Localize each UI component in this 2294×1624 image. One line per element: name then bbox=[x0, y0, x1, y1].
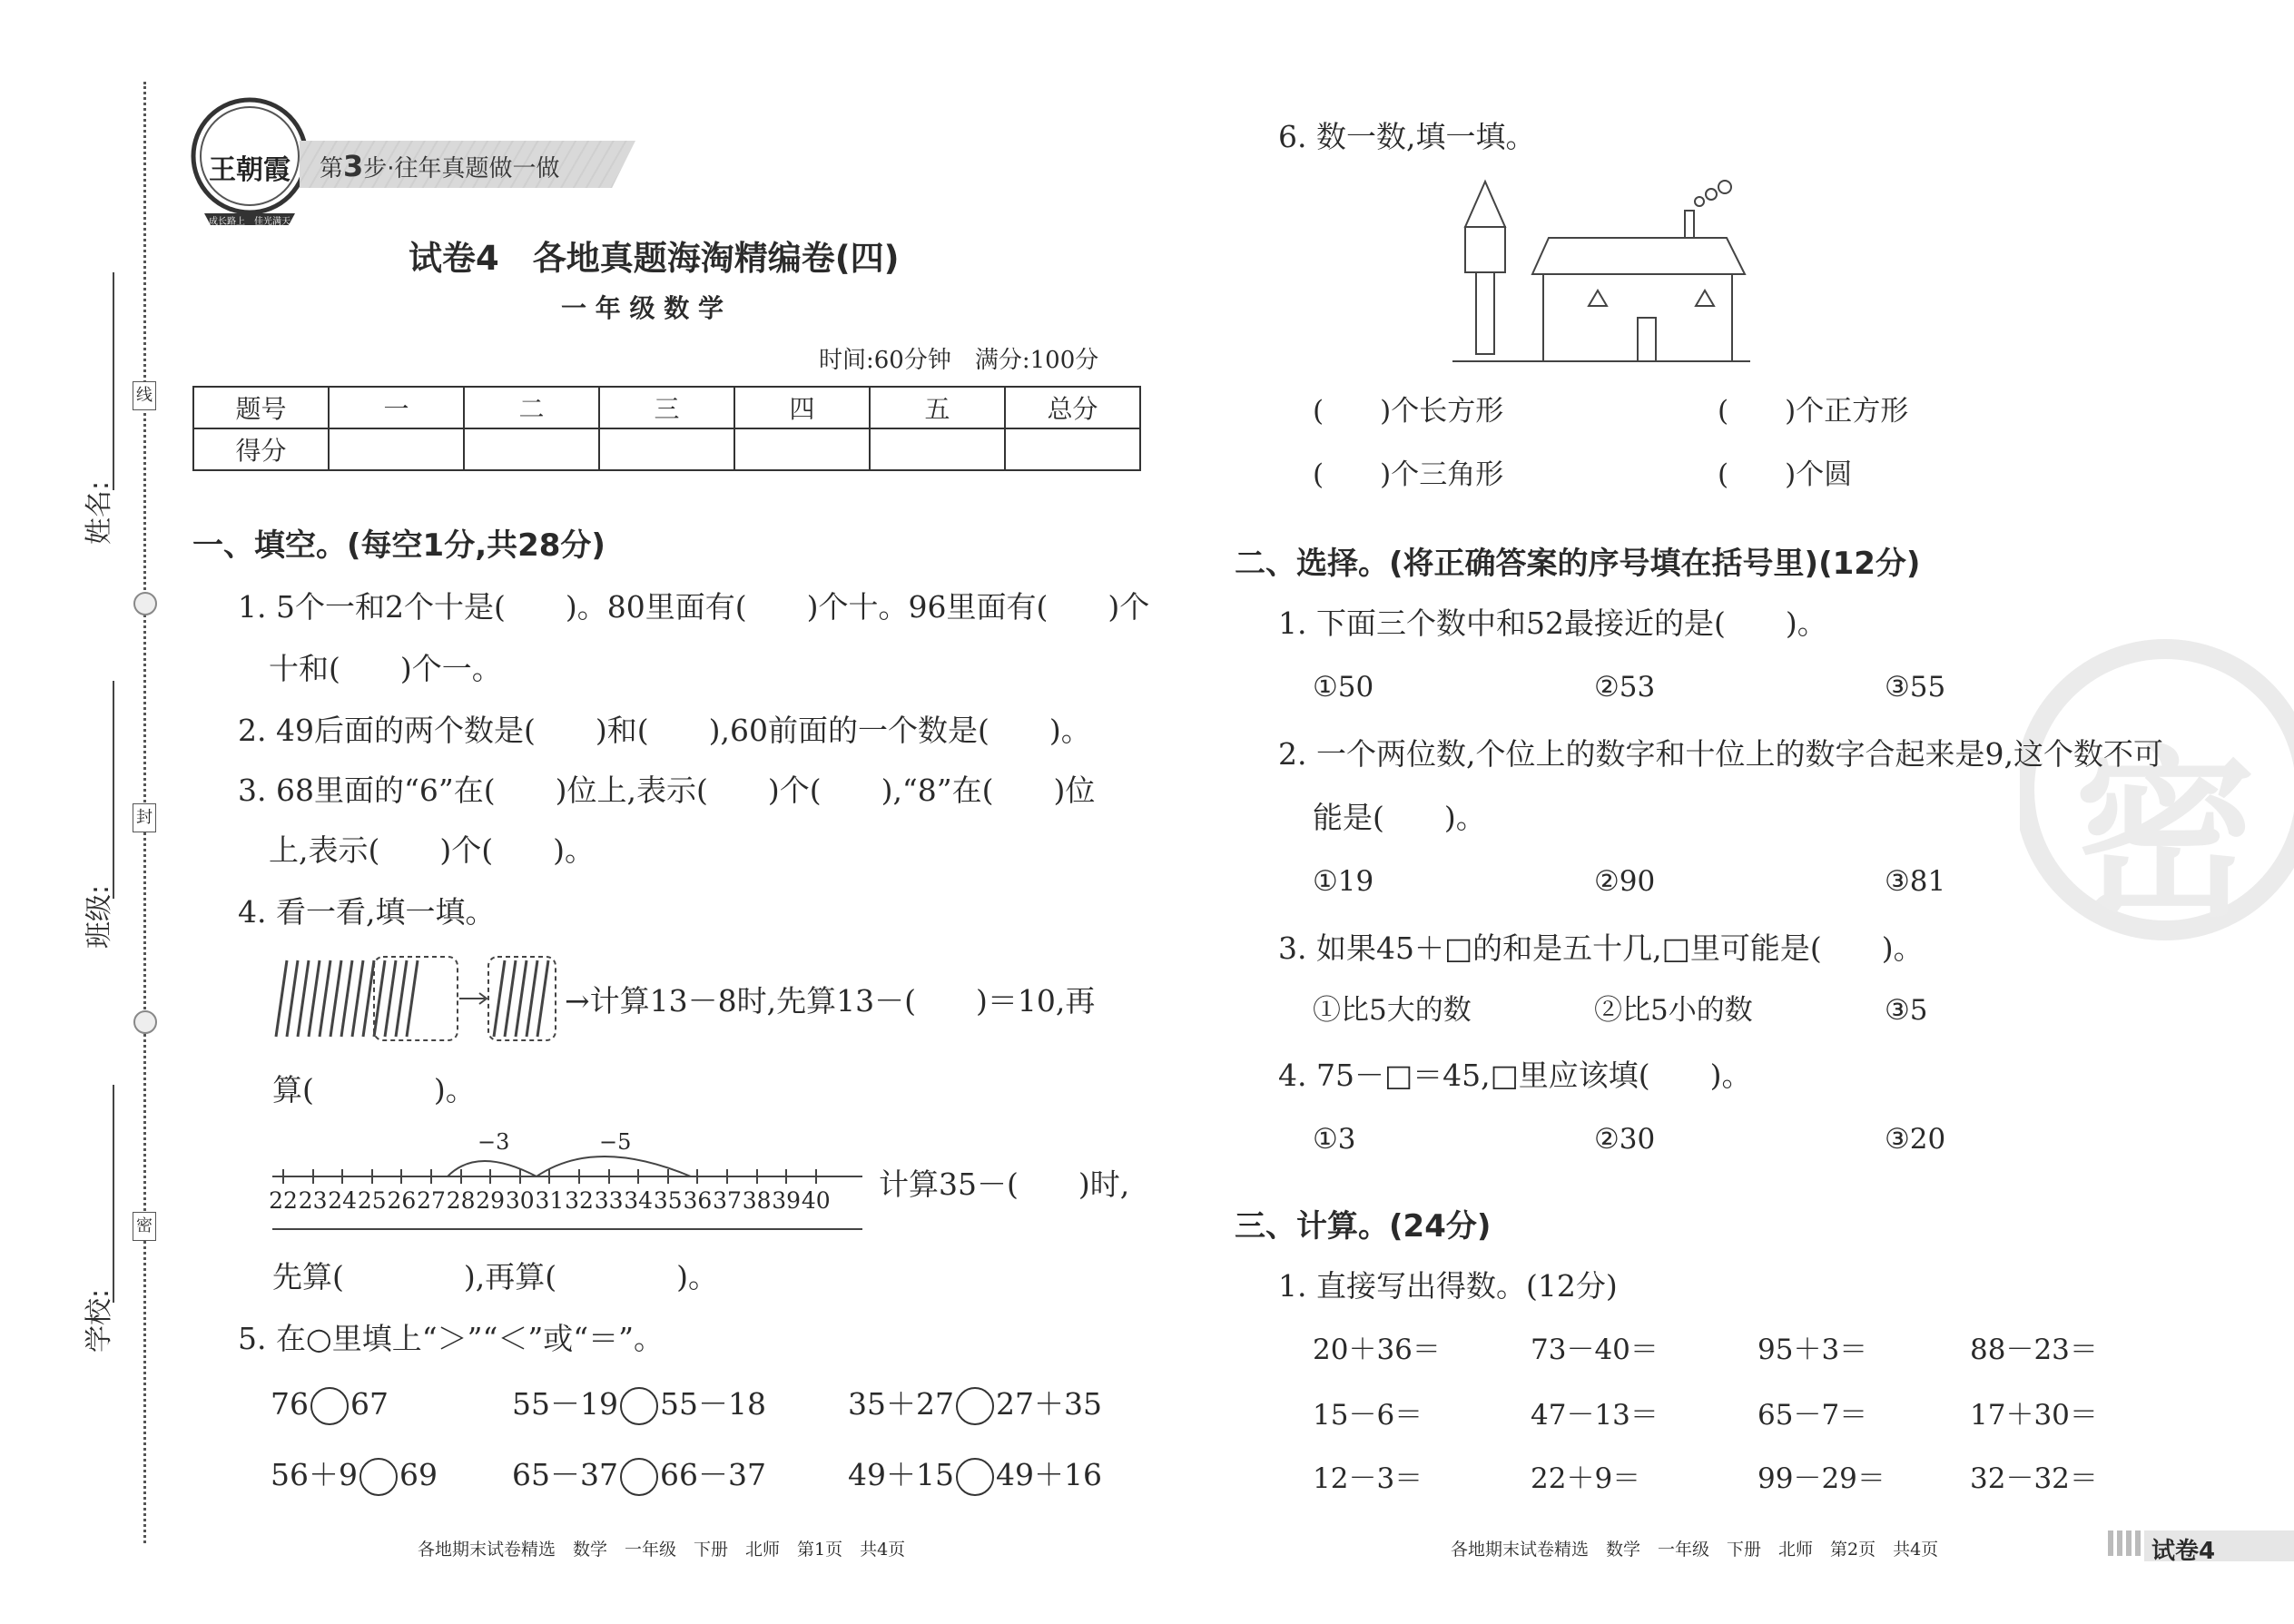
s2-q4-opt: ③20 bbox=[1885, 1123, 1946, 1156]
s2-q3-opt: ②比5小的数 bbox=[1594, 994, 1753, 1027]
calc-item: 88－23＝ bbox=[1970, 1334, 2098, 1366]
number-line-label: 33 bbox=[594, 1187, 624, 1214]
score-header-cell: 总分 bbox=[1005, 387, 1140, 428]
number-line-tick bbox=[460, 1169, 462, 1184]
compare-left: 56＋9 bbox=[271, 1457, 358, 1492]
number-line-tick bbox=[548, 1169, 550, 1184]
school-label: 学校: bbox=[84, 1288, 115, 1353]
number-line-tick bbox=[785, 1169, 787, 1184]
compare-item bbox=[512, 1458, 766, 1496]
number-line-tick bbox=[815, 1169, 817, 1184]
s2-q4: 4. 75－□＝45,□里应该填( )。 bbox=[1278, 1058, 1752, 1093]
compare-item bbox=[271, 1458, 438, 1496]
name-label: 姓名: bbox=[84, 480, 115, 545]
calc-item: 99－29＝ bbox=[1757, 1462, 1885, 1495]
s2-q3-opt: ③5 bbox=[1885, 994, 1928, 1027]
number-line-tick bbox=[489, 1169, 491, 1184]
watermark-char: 密 bbox=[2074, 730, 2257, 941]
house-figure bbox=[1452, 172, 1761, 372]
number-line-tick bbox=[282, 1169, 284, 1184]
time-info: 时间:60分钟 满分:100分 bbox=[819, 347, 1099, 374]
number-line-label: 26 bbox=[387, 1187, 417, 1214]
number-line-label: 29 bbox=[476, 1187, 506, 1214]
score-cell[interactable] bbox=[464, 428, 599, 470]
score-cell[interactable] bbox=[870, 428, 1005, 470]
score-header-cell: 五 bbox=[870, 387, 1005, 428]
step-number: 3 bbox=[343, 149, 364, 183]
score-header-cell: 一 bbox=[329, 387, 464, 428]
s1-q4: 4. 看一看,填一填。 bbox=[238, 894, 496, 930]
number-line-jump-minus5: −5 bbox=[599, 1129, 632, 1155]
compare-circle[interactable] bbox=[956, 1387, 994, 1425]
score-table-header-row bbox=[193, 387, 1140, 428]
class-label: 班级: bbox=[84, 884, 115, 949]
binding-hole-2 bbox=[133, 1010, 157, 1034]
number-line-tick bbox=[371, 1169, 373, 1184]
s1-q4-line-text2: 先算( ),再算( )。 bbox=[272, 1259, 718, 1294]
paper-subtitle: 一 年 级 数 学 bbox=[561, 293, 724, 323]
logo-subtitle: 成长路上 佳光满天 bbox=[209, 217, 290, 227]
number-line-tick bbox=[341, 1169, 343, 1184]
score-table-score-row bbox=[193, 428, 1140, 470]
q6-blank-circle: ( )个圆 bbox=[1718, 458, 1853, 491]
number-line-tick bbox=[519, 1169, 521, 1184]
compare-item bbox=[512, 1387, 766, 1425]
score-row-label: 得分 bbox=[193, 428, 329, 470]
number-line-label: 40 bbox=[801, 1187, 831, 1214]
logo-text: 王朝霞 bbox=[209, 154, 290, 186]
school-line bbox=[113, 1085, 114, 1303]
s2-q2-opt: ②90 bbox=[1594, 865, 1656, 898]
s2-q2-line1: 2. 一个两位数,个位上的数字和十位上的数字合起来是9,这个数不可 bbox=[1278, 736, 2163, 772]
compare-circle[interactable] bbox=[620, 1387, 658, 1425]
s2-q2-opt: ①19 bbox=[1313, 865, 1374, 898]
footer-tab-pattern bbox=[2108, 1530, 2144, 1556]
seal-char-1: 线 bbox=[133, 381, 156, 410]
q6-blank-square: ( )个正方形 bbox=[1718, 395, 1909, 428]
score-cell[interactable] bbox=[1005, 428, 1140, 470]
s2-q2-opt: ③81 bbox=[1885, 865, 1946, 898]
calc-item: 73－40＝ bbox=[1531, 1334, 1659, 1366]
calc-item: 12－3＝ bbox=[1313, 1462, 1423, 1495]
s1-q3-line1: 3. 68里面的“6”在( )位上,表示( )个( ),“8”在( )位 bbox=[238, 773, 1096, 808]
section3-heading: 三、计算。(24分) bbox=[1235, 1208, 1492, 1245]
s2-q2-line2: 能是( )。 bbox=[1313, 800, 1486, 835]
calc-item: 65－7＝ bbox=[1757, 1399, 1868, 1432]
s1-q4-sticks-text: →计算13－8时,先算13－( )＝10,再 bbox=[565, 983, 1096, 1019]
name-line bbox=[113, 272, 114, 490]
calc-item: 47－13＝ bbox=[1531, 1399, 1659, 1432]
s2-q3-opt: ①比5大的数 bbox=[1313, 994, 1472, 1027]
calc-item: 32－32＝ bbox=[1970, 1462, 2098, 1495]
calc-item: 20＋36＝ bbox=[1313, 1334, 1441, 1366]
compare-right: 49＋16 bbox=[995, 1457, 1102, 1492]
step-suffix: 步·往年真题做一做 bbox=[363, 155, 560, 182]
logo-badge bbox=[182, 91, 318, 227]
number-line-tick bbox=[696, 1169, 698, 1184]
q6-heading: 6. 数一数,填一填。 bbox=[1278, 119, 1536, 154]
number-line-label: 38 bbox=[742, 1187, 772, 1214]
number-line-tick bbox=[756, 1169, 758, 1184]
number-line-label: 39 bbox=[772, 1187, 802, 1214]
compare-left: 35＋27 bbox=[848, 1386, 954, 1422]
number-line-tick bbox=[430, 1169, 432, 1184]
calc-item: 22＋9＝ bbox=[1531, 1462, 1641, 1495]
compare-item bbox=[848, 1458, 1102, 1496]
s2-q1: 1. 下面三个数中和52最接近的是( )。 bbox=[1278, 605, 1827, 641]
score-header-cell: 四 bbox=[734, 387, 870, 428]
number-line-label: 22 bbox=[269, 1187, 298, 1214]
compare-item bbox=[271, 1387, 389, 1425]
s1-q1-line1: 1. 5个一和2个十是( )。80里面有( )个十。96里面有( )个 bbox=[238, 589, 1150, 625]
s1-q1-line2: 十和( )个一。 bbox=[269, 651, 502, 686]
compare-right: 67 bbox=[350, 1386, 389, 1422]
number-line-label: 37 bbox=[713, 1187, 742, 1214]
number-line-label: 32 bbox=[565, 1187, 594, 1214]
s2-q4-opt: ②30 bbox=[1594, 1123, 1656, 1156]
class-line bbox=[113, 681, 114, 899]
score-header-cell: 二 bbox=[464, 387, 599, 428]
number-line-tick bbox=[608, 1169, 610, 1184]
compare-left: 65－37 bbox=[512, 1457, 618, 1492]
number-line-tick bbox=[400, 1169, 402, 1184]
number-line-label: 24 bbox=[328, 1187, 358, 1214]
s1-q4-line-text: 计算35－( )时, bbox=[879, 1166, 1130, 1202]
number-line bbox=[269, 1126, 868, 1235]
compare-right: 27＋35 bbox=[995, 1386, 1102, 1422]
section2-heading: 二、选择。(将正确答案的序号填在括号里)(12分) bbox=[1235, 546, 1921, 582]
s2-q1-opt: ①50 bbox=[1313, 671, 1374, 704]
s1-q2: 2. 49后面的两个数是( )和( ),60前面的一个数是( )。 bbox=[238, 713, 1091, 748]
compare-left: 49＋15 bbox=[848, 1457, 954, 1492]
q6-blank-rect: ( )个长方形 bbox=[1313, 395, 1504, 428]
footer-right: 各地期末试卷精选 数学 一年级 下册 北师 第2页 共4页 bbox=[1451, 1540, 1939, 1560]
number-line-label: 36 bbox=[683, 1187, 713, 1214]
calc-item: 17＋30＝ bbox=[1970, 1399, 2098, 1432]
compare-right: 69 bbox=[399, 1457, 438, 1492]
step-prefix: 第 bbox=[320, 155, 344, 182]
compare-right: 66－37 bbox=[659, 1457, 766, 1492]
score-cell[interactable] bbox=[734, 428, 870, 470]
footer-left: 各地期末试卷精选 数学 一年级 下册 北师 第1页 共4页 bbox=[418, 1540, 906, 1560]
s2-q3: 3. 如果45＋□的和是五十几,□里可能是( )。 bbox=[1278, 930, 1924, 966]
step-label bbox=[320, 149, 560, 183]
seal-char-2: 封 bbox=[133, 803, 156, 832]
compare-left: 55－19 bbox=[512, 1386, 618, 1422]
footer-tab-label: 试卷4 bbox=[2151, 1538, 2216, 1565]
compare-circle[interactable] bbox=[359, 1458, 398, 1496]
compare-left: 76 bbox=[271, 1386, 309, 1422]
compare-circle[interactable] bbox=[956, 1458, 994, 1496]
number-line-tick bbox=[667, 1169, 669, 1184]
number-line-tick bbox=[637, 1169, 639, 1184]
section1-heading: 一、填空。(每空1分,共28分) bbox=[192, 527, 605, 564]
number-line-tick bbox=[312, 1169, 314, 1184]
s2-q4-opt: ①3 bbox=[1313, 1123, 1356, 1156]
number-line-label: 28 bbox=[446, 1187, 476, 1214]
number-line-label: 23 bbox=[298, 1187, 328, 1214]
score-header-cell: 三 bbox=[599, 387, 734, 428]
number-line-label: 31 bbox=[535, 1187, 565, 1214]
calc-item: 95＋3＝ bbox=[1757, 1334, 1868, 1366]
binding-hole-1 bbox=[133, 592, 157, 615]
s2-q1-opt: ③55 bbox=[1885, 671, 1946, 704]
q6-blank-triangle: ( )个三角形 bbox=[1313, 458, 1504, 491]
number-line-tick bbox=[578, 1169, 580, 1184]
watermark-seal bbox=[2020, 635, 2294, 980]
compare-item bbox=[848, 1387, 1102, 1425]
compare-circle[interactable] bbox=[620, 1458, 658, 1496]
score-header-cell: 题号 bbox=[193, 387, 329, 428]
number-line-label: 34 bbox=[624, 1187, 654, 1214]
number-line-label: 35 bbox=[653, 1187, 683, 1214]
compare-right: 55－18 bbox=[659, 1386, 766, 1422]
number-line-jump-minus3: −3 bbox=[478, 1129, 510, 1155]
number-line-label: 25 bbox=[357, 1187, 387, 1214]
number-line-label: 27 bbox=[417, 1187, 446, 1214]
number-line-tick bbox=[726, 1169, 728, 1184]
s3-q1: 1. 直接写出得数。(12分) bbox=[1278, 1268, 1618, 1304]
s1-q3-line2: 上,表示( )个( )。 bbox=[269, 832, 595, 868]
sticks-illustration bbox=[269, 953, 596, 1044]
score-cell[interactable] bbox=[599, 428, 734, 470]
seal-char-3: 密 bbox=[133, 1212, 156, 1241]
calc-item: 15－6＝ bbox=[1313, 1399, 1423, 1432]
compare-circle[interactable] bbox=[310, 1387, 349, 1425]
s1-q5: 5. 在○里填上“＞”“＜”或“＝”。 bbox=[238, 1321, 664, 1356]
s1-q4-sticks-text2: 算( )。 bbox=[272, 1072, 476, 1107]
s2-q1-opt: ②53 bbox=[1594, 671, 1656, 704]
score-table bbox=[192, 386, 1141, 471]
score-cell[interactable] bbox=[329, 428, 464, 470]
paper-title: 试卷4 各地真题海淘精编卷(四) bbox=[409, 239, 900, 278]
number-line-label: 30 bbox=[505, 1187, 535, 1214]
